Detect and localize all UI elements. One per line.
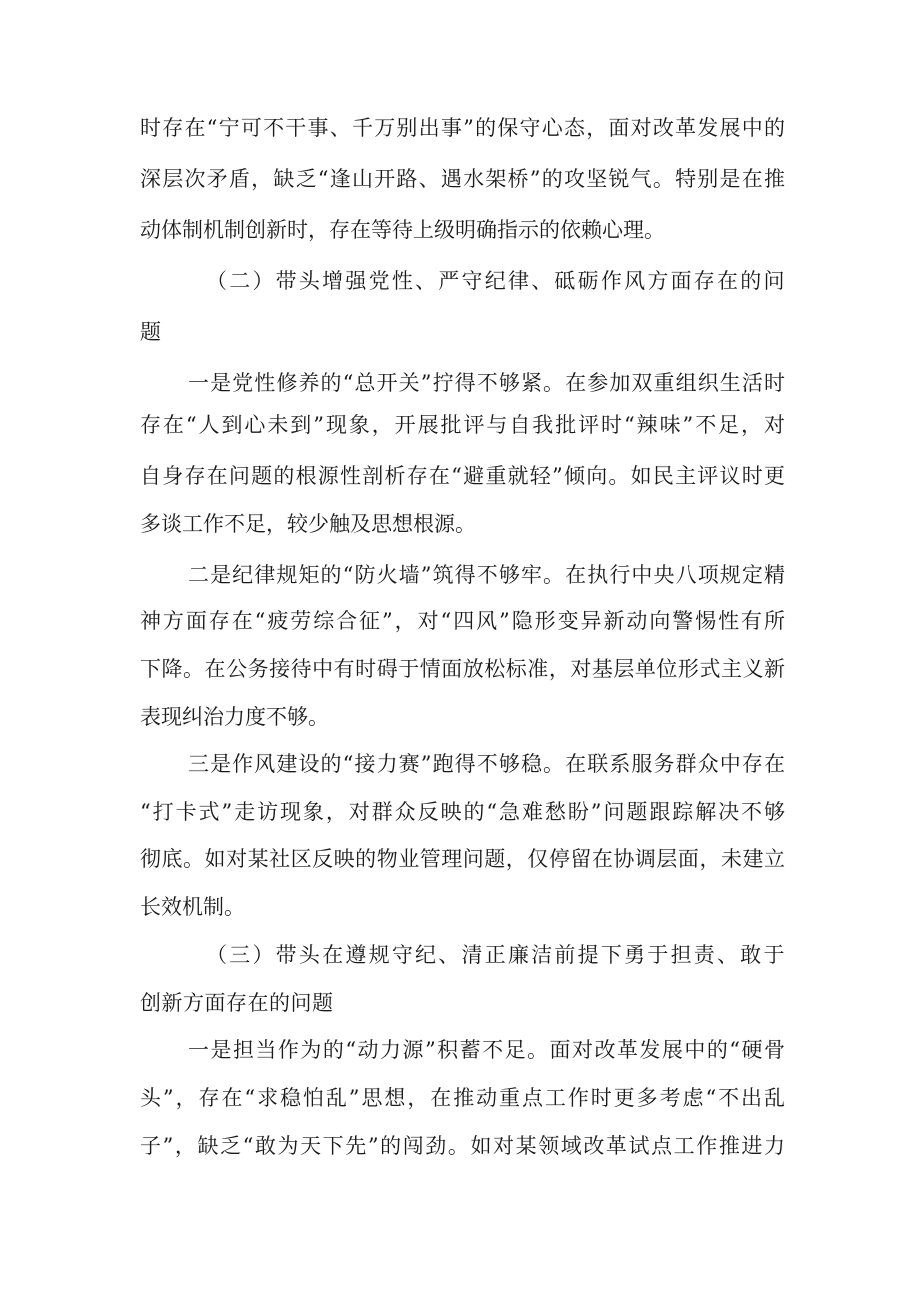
body-text-line: 自身存在问题的根源性剖析存在“避重就轻”倾向。如民主评议时更 <box>140 464 785 488</box>
body-text-line: 动体制机制创新时，存在等待上级明确指示的依赖心理。 <box>140 218 665 242</box>
body-text-line: 表现纠治力度不够。 <box>140 705 329 729</box>
body-text-line: 长效机制。 <box>140 895 245 919</box>
body-text-line: 神方面存在“疲劳综合征”，对“四风”隐形变异新动向警惕性有所 <box>140 609 785 633</box>
body-text-line: 多谈工作不足，较少触及思想根源。 <box>140 512 476 536</box>
section-heading-3-cont: 创新方面存在的问题 <box>140 991 334 1015</box>
body-text-line: 存在“人到心未到”现象，开展批评与自我批评时“辣味”不足，对 <box>140 413 785 437</box>
section-heading-2-cont: 题 <box>140 320 162 344</box>
body-text-line: 头”，存在“求稳怕乱”思想，在推动重点工作时更多考虑“不出乱 <box>140 1086 785 1110</box>
body-text-line: 子”，缺乏“敢为天下先”的闯劲。如对某领域改革试点工作推进力 <box>140 1134 785 1158</box>
section-heading-2: （二）带头增强党性、严守纪律、砥砺作风方面存在的问 <box>206 269 785 293</box>
body-text-line: “打卡式”走访现象，对群众反映的“急难愁盼”问题跟踪解决不够 <box>140 800 785 824</box>
paragraph-first-line: 二是纪律规矩的“防火墙”筑得不够牢。在执行中央八项规定精 <box>188 563 785 587</box>
section-heading-3: （三）带头在遵规守纪、清正廉洁前提下勇于担责、敢于 <box>206 943 785 967</box>
body-text-line: 下降。在公务接待中有时碍于情面放松标准，对基层单位形式主义新 <box>140 657 785 681</box>
body-text-line: 彻底。如对某社区反映的物业管理问题，仅停留在协调层面，未建立 <box>140 847 785 871</box>
body-text-line: 时存在“宁可不干事、千万别出事”的保守心态，面对改革发展中的 <box>140 116 785 140</box>
paragraph-first-line: 一是担当作为的“动力源”积蓄不足。面对改革发展中的“硬骨 <box>188 1038 785 1062</box>
paragraph-first-line: 一是党性修养的“总开关”拧得不够紧。在参加双重组织生活时 <box>188 371 785 395</box>
paragraph-first-line: 三是作风建设的“接力赛”跑得不够稳。在联系服务群众中存在 <box>188 752 785 776</box>
body-text-line: 深层次矛盾，缺乏“逢山开路、遇水架桥”的攻坚锐气。特别是在推 <box>140 167 785 191</box>
